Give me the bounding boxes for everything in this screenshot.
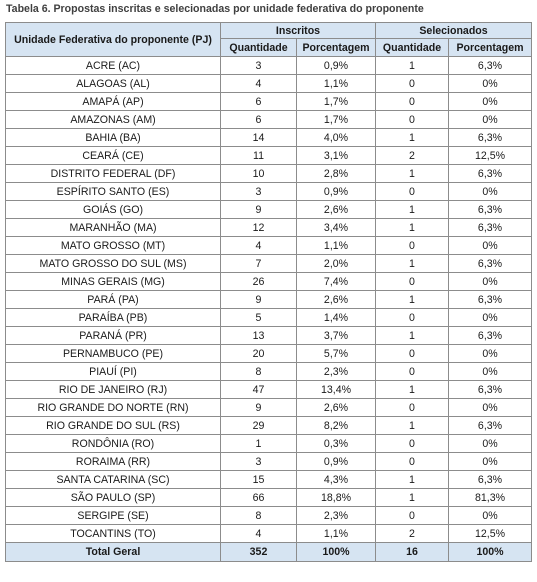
table-row [6, 525, 532, 543]
inscritos-porcentagem-cell: 2,3% [297, 363, 376, 381]
selecionados-porcentagem-cell: 6,3% [449, 417, 532, 435]
total-selecionados-porcentagem: 100% [449, 543, 532, 562]
selecionados-quantidade-cell: 0 [376, 399, 449, 417]
selecionados-porcentagem-cell: 6,3% [449, 57, 532, 75]
selecionados-quantidade-cell: 0 [376, 237, 449, 255]
inscritos-porcentagem-cell: 3,4% [297, 219, 376, 237]
uf-column-header: Unidade Federativa do proponente (PJ) [6, 23, 221, 57]
selecionados-porcentagem-cell: 6,3% [449, 291, 532, 309]
selecionados-porcentagem-cell: 6,3% [449, 129, 532, 147]
selecionados-porcentagem-cell: 0% [449, 363, 532, 381]
selecionados-quantidade-cell: 1 [376, 57, 449, 75]
selecionados-quantidade-cell: 0 [376, 183, 449, 201]
table-row [6, 489, 532, 507]
selecionados-quantidade-cell: 0 [376, 111, 449, 129]
table-row [6, 435, 532, 453]
selecionados-quantidade-cell: 1 [376, 489, 449, 507]
uf-cell: PARANÁ (PR) [6, 327, 221, 345]
uf-cell: BAHIA (BA) [6, 129, 221, 147]
uf-cell: RONDÔNIA (RO) [6, 435, 221, 453]
uf-cell: ESPÍRITO SANTO (ES) [6, 183, 221, 201]
table-row [6, 75, 532, 93]
total-label: Total Geral [6, 543, 221, 562]
inscritos-quantidade-cell: 7 [221, 255, 297, 273]
selecionados-quantidade-header: Quantidade [376, 39, 449, 57]
inscritos-quantidade-cell: 3 [221, 453, 297, 471]
table-row [6, 129, 532, 147]
inscritos-porcentagem-cell: 1,1% [297, 75, 376, 93]
uf-cell: MARANHÃO (MA) [6, 219, 221, 237]
inscritos-porcentagem-cell: 1,4% [297, 309, 376, 327]
selecionados-quantidade-cell: 1 [376, 291, 449, 309]
selecionados-porcentagem-cell: 6,3% [449, 381, 532, 399]
inscritos-porcentagem-cell: 1,7% [297, 111, 376, 129]
inscritos-porcentagem-cell: 2,3% [297, 507, 376, 525]
table-row [6, 363, 532, 381]
uf-cell: RORAIMA (RR) [6, 453, 221, 471]
selecionados-porcentagem-cell: 0% [449, 507, 532, 525]
uf-cell: GOIÁS (GO) [6, 201, 221, 219]
selecionados-porcentagem-header: Porcentagem [449, 39, 532, 57]
selecionados-quantidade-cell: 1 [376, 165, 449, 183]
inscritos-quantidade-cell: 9 [221, 201, 297, 219]
selecionados-porcentagem-cell: 6,3% [449, 201, 532, 219]
uf-cell: CEARÁ (CE) [6, 147, 221, 165]
inscritos-porcentagem-cell: 1,7% [297, 93, 376, 111]
inscritos-quantidade-cell: 11 [221, 147, 297, 165]
selecionados-porcentagem-cell: 0% [449, 183, 532, 201]
uf-cell: MINAS GERAIS (MG) [6, 273, 221, 291]
inscritos-quantidade-cell: 26 [221, 273, 297, 291]
inscritos-quantidade-header: Quantidade [221, 39, 297, 57]
uf-cell: PARAÍBA (PB) [6, 309, 221, 327]
inscritos-porcentagem-cell: 0,9% [297, 57, 376, 75]
uf-cell: RIO GRANDE DO SUL (RS) [6, 417, 221, 435]
inscritos-porcentagem-cell: 5,7% [297, 345, 376, 363]
uf-cell: ALAGOAS (AL) [6, 75, 221, 93]
table-row [6, 309, 532, 327]
inscritos-quantidade-cell: 9 [221, 399, 297, 417]
table-row [6, 291, 532, 309]
inscritos-porcentagem-cell: 0,9% [297, 183, 376, 201]
inscritos-group-header: Inscritos [221, 23, 376, 39]
selecionados-quantidade-cell: 0 [376, 507, 449, 525]
selecionados-porcentagem-cell: 81,3% [449, 489, 532, 507]
inscritos-quantidade-cell: 14 [221, 129, 297, 147]
table-row [6, 111, 532, 129]
inscritos-porcentagem-cell: 2,6% [297, 291, 376, 309]
uf-cell: SERGIPE (SE) [6, 507, 221, 525]
selecionados-porcentagem-cell: 12,5% [449, 147, 532, 165]
uf-cell: RIO DE JANEIRO (RJ) [6, 381, 221, 399]
selecionados-porcentagem-cell: 0% [449, 93, 532, 111]
table-row [6, 327, 532, 345]
table-row [6, 471, 532, 489]
selecionados-porcentagem-cell: 0% [449, 237, 532, 255]
inscritos-quantidade-cell: 10 [221, 165, 297, 183]
selecionados-porcentagem-cell: 12,5% [449, 525, 532, 543]
total-inscritos-porcentagem: 100% [297, 543, 376, 562]
table-header [6, 23, 532, 57]
selecionados-porcentagem-cell: 6,3% [449, 255, 532, 273]
selecionados-quantidade-cell: 2 [376, 147, 449, 165]
table-row [6, 255, 532, 273]
inscritos-quantidade-cell: 3 [221, 183, 297, 201]
inscritos-quantidade-cell: 3 [221, 57, 297, 75]
inscritos-quantidade-cell: 6 [221, 93, 297, 111]
inscritos-quantidade-cell: 20 [221, 345, 297, 363]
inscritos-quantidade-cell: 8 [221, 363, 297, 381]
selecionados-quantidade-cell: 1 [376, 219, 449, 237]
inscritos-quantidade-cell: 6 [221, 111, 297, 129]
inscritos-quantidade-cell: 1 [221, 435, 297, 453]
uf-cell: ACRE (AC) [6, 57, 221, 75]
selecionados-porcentagem-cell: 0% [449, 111, 532, 129]
table-row [6, 147, 532, 165]
table-row [6, 453, 532, 471]
selecionados-quantidade-cell: 1 [376, 129, 449, 147]
selecionados-porcentagem-cell: 0% [449, 273, 532, 291]
selecionados-porcentagem-cell: 6,3% [449, 471, 532, 489]
table-row [6, 57, 532, 75]
uf-cell: DISTRITO FEDERAL (DF) [6, 165, 221, 183]
uf-cell: AMAPÁ (AP) [6, 93, 221, 111]
inscritos-quantidade-cell: 13 [221, 327, 297, 345]
selecionados-porcentagem-cell: 0% [449, 399, 532, 417]
uf-cell: PERNAMBUCO (PE) [6, 345, 221, 363]
total-row [6, 543, 532, 562]
inscritos-quantidade-cell: 8 [221, 507, 297, 525]
selecionados-quantidade-cell: 1 [376, 327, 449, 345]
inscritos-porcentagem-cell: 4,3% [297, 471, 376, 489]
uf-cell: SANTA CATARINA (SC) [6, 471, 221, 489]
selecionados-quantidade-cell: 0 [376, 345, 449, 363]
total-selecionados-quantidade: 16 [376, 543, 449, 562]
table-caption: Tabela 6. Propostas inscritas e selecionadas por unidade federativa do proponente [6, 3, 424, 15]
inscritos-quantidade-cell: 66 [221, 489, 297, 507]
table-row [6, 507, 532, 525]
selecionados-quantidade-cell: 0 [376, 93, 449, 111]
inscritos-porcentagem-cell: 2,6% [297, 201, 376, 219]
total-inscritos-quantidade: 352 [221, 543, 297, 562]
selecionados-quantidade-cell: 0 [376, 435, 449, 453]
uf-cell: PIAUÍ (PI) [6, 363, 221, 381]
inscritos-porcentagem-cell: 7,4% [297, 273, 376, 291]
selecionados-porcentagem-cell: 0% [449, 453, 532, 471]
table-row [6, 381, 532, 399]
table-row [6, 417, 532, 435]
inscritos-quantidade-cell: 9 [221, 291, 297, 309]
selecionados-group-header: Selecionados [376, 23, 532, 39]
selecionados-quantidade-cell: 1 [376, 255, 449, 273]
inscritos-porcentagem-cell: 1,1% [297, 237, 376, 255]
table-row [6, 237, 532, 255]
inscritos-quantidade-cell: 4 [221, 525, 297, 543]
inscritos-porcentagem-cell: 3,7% [297, 327, 376, 345]
selecionados-quantidade-cell: 1 [376, 381, 449, 399]
selecionados-quantidade-cell: 0 [376, 273, 449, 291]
inscritos-porcentagem-cell: 0,9% [297, 453, 376, 471]
inscritos-porcentagem-cell: 2,0% [297, 255, 376, 273]
uf-cell: TOCANTINS (TO) [6, 525, 221, 543]
inscritos-porcentagem-cell: 2,8% [297, 165, 376, 183]
selecionados-porcentagem-cell: 6,3% [449, 219, 532, 237]
inscritos-quantidade-cell: 5 [221, 309, 297, 327]
selecionados-quantidade-cell: 1 [376, 201, 449, 219]
selecionados-porcentagem-cell: 0% [449, 435, 532, 453]
inscritos-quantidade-cell: 4 [221, 237, 297, 255]
inscritos-porcentagem-cell: 3,1% [297, 147, 376, 165]
inscritos-quantidade-cell: 4 [221, 75, 297, 93]
table-row [6, 165, 532, 183]
table-row [6, 201, 532, 219]
uf-cell: PARÁ (PA) [6, 291, 221, 309]
uf-proposals-table [5, 22, 532, 562]
inscritos-porcentagem-cell: 2,6% [297, 399, 376, 417]
uf-cell: SÃO PAULO (SP) [6, 489, 221, 507]
table-body [6, 57, 532, 543]
uf-cell: AMAZONAS (AM) [6, 111, 221, 129]
uf-cell: MATO GROSSO (MT) [6, 237, 221, 255]
selecionados-quantidade-cell: 2 [376, 525, 449, 543]
inscritos-quantidade-cell: 29 [221, 417, 297, 435]
selecionados-quantidade-cell: 0 [376, 309, 449, 327]
inscritos-quantidade-cell: 47 [221, 381, 297, 399]
table-row [6, 273, 532, 291]
selecionados-quantidade-cell: 0 [376, 75, 449, 93]
uf-cell: MATO GROSSO DO SUL (MS) [6, 255, 221, 273]
inscritos-porcentagem-cell: 1,1% [297, 525, 376, 543]
table-row [6, 399, 532, 417]
selecionados-quantidade-cell: 0 [376, 363, 449, 381]
uf-cell: RIO GRANDE DO NORTE (RN) [6, 399, 221, 417]
inscritos-quantidade-cell: 15 [221, 471, 297, 489]
selecionados-porcentagem-cell: 6,3% [449, 327, 532, 345]
inscritos-porcentagem-cell: 8,2% [297, 417, 376, 435]
table-footer [6, 543, 532, 562]
selecionados-porcentagem-cell: 0% [449, 345, 532, 363]
table-row [6, 183, 532, 201]
table-row [6, 219, 532, 237]
selecionados-porcentagem-cell: 0% [449, 75, 532, 93]
inscritos-porcentagem-cell: 0,3% [297, 435, 376, 453]
selecionados-porcentagem-cell: 0% [449, 309, 532, 327]
table-row [6, 93, 532, 111]
selecionados-quantidade-cell: 1 [376, 417, 449, 435]
table-row [6, 345, 532, 363]
inscritos-porcentagem-cell: 13,4% [297, 381, 376, 399]
inscritos-porcentagem-cell: 18,8% [297, 489, 376, 507]
inscritos-quantidade-cell: 12 [221, 219, 297, 237]
selecionados-quantidade-cell: 1 [376, 471, 449, 489]
inscritos-porcentagem-cell: 4,0% [297, 129, 376, 147]
selecionados-quantidade-cell: 0 [376, 453, 449, 471]
inscritos-porcentagem-header: Porcentagem [297, 39, 376, 57]
selecionados-porcentagem-cell: 6,3% [449, 165, 532, 183]
